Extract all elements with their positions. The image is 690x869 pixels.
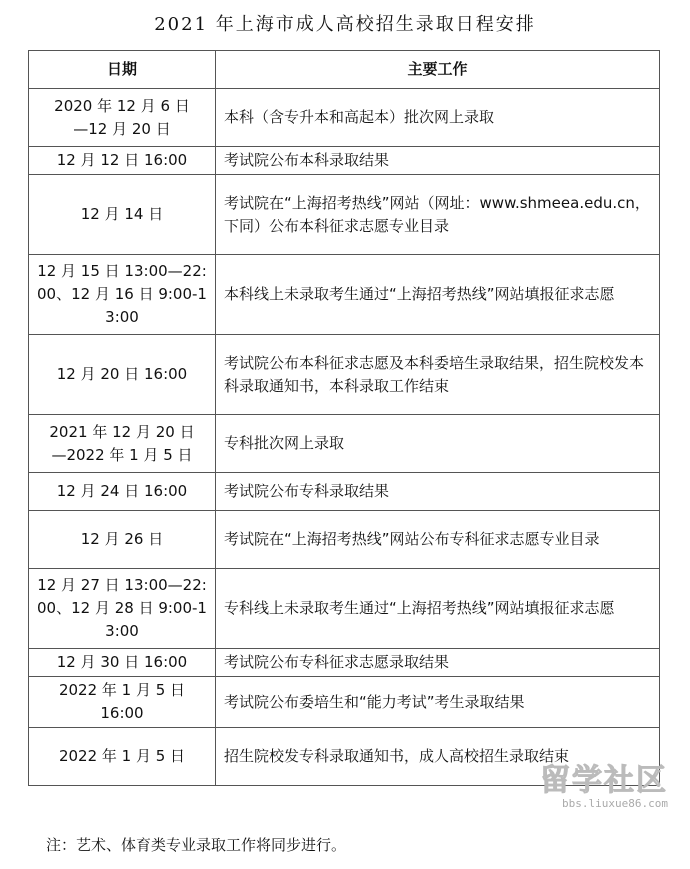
row-work: 考试院在“上海招考热线”网站公布专科征求志愿专业目录 [216,511,660,569]
row-work: 考试院公布本科征求志愿及本科委培生录取结果，招生院校发本科录取通知书，本科录取工作结束 [216,335,660,415]
table-row [29,473,660,511]
watermark-logo [518,765,668,817]
row-work: 考试院公布专科录取结果 [216,473,660,511]
table-row [29,175,660,255]
row-work: 考试院在“上海招考热线”网站（网址：www.shmeea.edu.cn，下同）公布本科征求志愿专业目录 [216,175,660,255]
header-work: 主要工作 [216,51,660,89]
row-date: 12 月 12 日 16:00 [29,147,216,175]
row-date: 12 月 24 日 16:00 [29,473,216,511]
watermark-text: 留学社区 [540,763,668,798]
row-date: 2020 年 12 月 6 日 —12 月 20 日 [29,89,216,147]
row-work: 考试院公布专科征求志愿录取结果 [216,649,660,677]
row-work: 考试院公布委培生和“能力考试”考生录取结果 [216,677,660,728]
row-work: 专科批次网上录取 [216,415,660,473]
table-row [29,255,660,335]
row-date: 2022 年 1 月 5 日 [29,728,216,786]
schedule-table [28,50,660,786]
table-row [29,415,660,473]
table-row [29,335,660,415]
page-title: 2021 年上海市成人高校招生录取日程安排 [154,14,536,35]
row-date: 12 月 26 日 [29,511,216,569]
row-date: 12 月 30 日 16:00 [29,649,216,677]
row-date: 12 月 20 日 16:00 [29,335,216,415]
row-work: 本科（含专升本和高起本）批次网上录取 [216,89,660,147]
table-row [29,89,660,147]
watermark-url: bbs.liuxue86.com [562,797,668,810]
row-work: 招生院校发专科录取通知书，成人高校招生录取结束 [216,728,660,786]
row-date: 12 月 14 日 [29,175,216,255]
table-body [29,89,660,786]
table-row [29,677,660,728]
table-header-row [29,51,660,89]
row-date: 2022 年 1 月 5 日 16:00 [29,677,216,728]
row-work: 考试院公布本科录取结果 [216,147,660,175]
table-row [29,511,660,569]
header-date: 日期 [29,51,216,89]
footnote: 注：艺术、体育类专业录取工作将同步进行。 [46,836,347,854]
row-date: 2021 年 12 月 20 日 —2022 年 1 月 5 日 [29,415,216,473]
row-date: 12 月 15 日 13:00—22:00、12 月 16 日 9:00-13:00 [29,255,216,335]
row-date: 12 月 27 日 13:00—22:00、12 月 28 日 9:00-13:00 [29,569,216,649]
table-row [29,569,660,649]
table-row [29,147,660,175]
row-work: 专科线上未录取考生通过“上海招考热线”网站填报征求志愿 [216,569,660,649]
row-work: 本科线上未录取考生通过“上海招考热线”网站填报征求志愿 [216,255,660,335]
table-row [29,649,660,677]
